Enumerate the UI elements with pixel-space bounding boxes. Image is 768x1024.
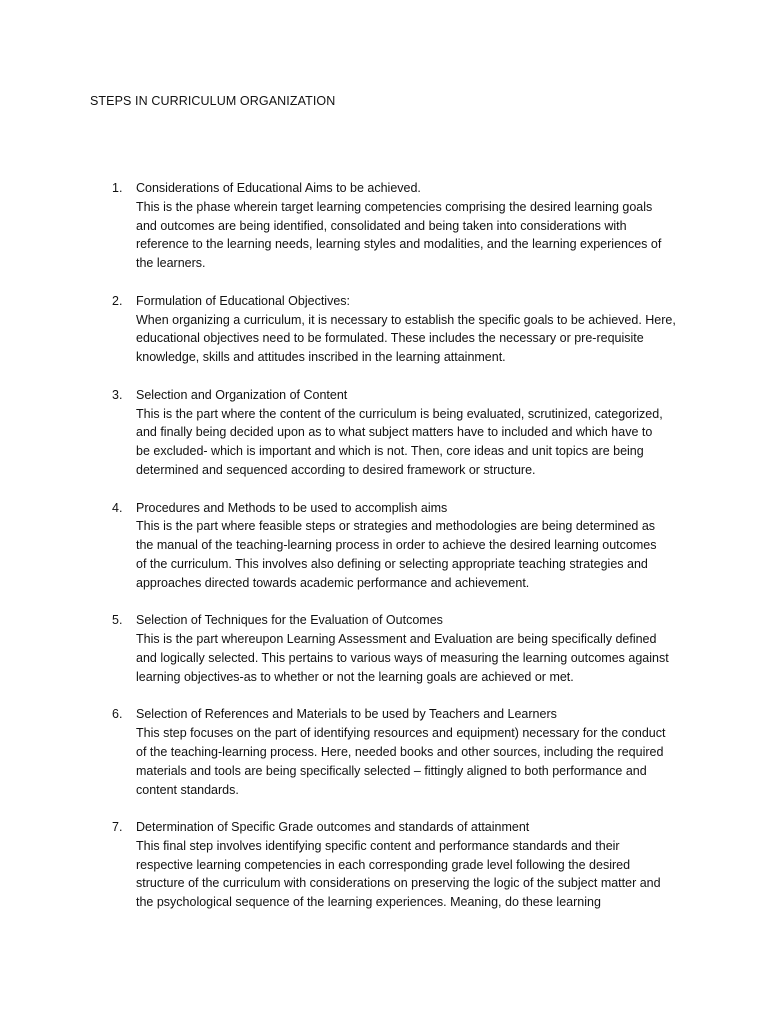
step-heading: Considerations of Educational Aims to be achieved. bbox=[136, 181, 421, 195]
step-description: This is the part whereupon Learning Assessment and Evaluation are being specifically defined and logically selected. This pertains to various ways of measuring the learning outcomes against learning objectives-as to whether or not the learning goals are achieved or met. bbox=[136, 632, 669, 684]
step-description: This final step involves identifying specific content and performance standards and their respective learning competencies in each corresponding grade level following the desired structure of the curriculum with considerations on preserving the logic of the subject matter and the psychological sequence of the learning experiences. Meaning, do these learning bbox=[136, 838, 661, 910]
step-item-5 bbox=[112, 611, 692, 686]
step-item-6 bbox=[112, 705, 692, 799]
step-number: 1. bbox=[112, 181, 123, 195]
steps-list bbox=[112, 179, 692, 931]
step-description: This is the part where feasible steps or strategies and methodologies are being determined as the manual of the teaching-learning process in order to achieve the desired learning outcomes of the curriculum. This involves also defining or selecting appropriate teaching strategies and approaches directed towards academic performance and achievement. bbox=[136, 519, 657, 590]
step-item-1 bbox=[112, 179, 692, 273]
step-number: 3. bbox=[112, 387, 123, 402]
step-heading: Selection of References and Materials to be used by Teachers and Learners bbox=[136, 707, 557, 722]
step-description: This step focuses on the part of identifying resources and equipment) necessary for the conduct of the teaching-learning process. Here, needed books and other sources, including the required materials and tools are being specifically selected – fittingly aligned to both performance and content standards. bbox=[136, 726, 666, 797]
step-heading: Determination of Specific Grade outcomes and standards of attainment bbox=[136, 820, 530, 835]
document-title: STEPS IN CURRICULUM ORGANIZATION bbox=[90, 94, 336, 108]
step-item-4 bbox=[112, 499, 692, 593]
step-description: When organizing a curriculum, it is necessary to establish the specific goals to be achieved. Here, educational objectives need to be formulated. These includes the necessary or pre-requisite knowledge, skills and attitudes inscribed in the learning attainment. bbox=[136, 312, 676, 365]
step-heading: Selection of Techniques for the Evaluation of Outcomes bbox=[136, 613, 443, 628]
step-number: 2. bbox=[112, 293, 123, 308]
step-item-3 bbox=[112, 386, 692, 480]
step-number: 7. bbox=[112, 820, 123, 835]
step-item-2 bbox=[112, 292, 692, 367]
step-heading: Selection and Organization of Content bbox=[136, 387, 348, 402]
step-number: 6. bbox=[112, 707, 123, 722]
step-description: This is the part where the content of the curriculum is being evaluated, scrutinized, categorized, and finally being decided upon as to what subject matters have to included and which have to be excluded- which is important and which is not. Then, core ideas and unit topics are being determined and sequenced according to desired framework or structure. bbox=[136, 406, 663, 477]
step-description: This is the phase wherein target learning competencies comprising the desired learning goals and outcomes are being identified, consolidated and being taken into considerations with reference to the learning needs, learning styles and modalities, and the learning experiences of the learners. bbox=[136, 199, 662, 271]
step-heading: Procedures and Methods to be used to accomplish aims bbox=[136, 500, 448, 515]
step-number: 5. bbox=[112, 613, 123, 628]
step-item-7 bbox=[112, 818, 692, 912]
step-heading: Formulation of Educational Objectives: bbox=[136, 293, 350, 308]
step-number: 4. bbox=[112, 500, 123, 515]
